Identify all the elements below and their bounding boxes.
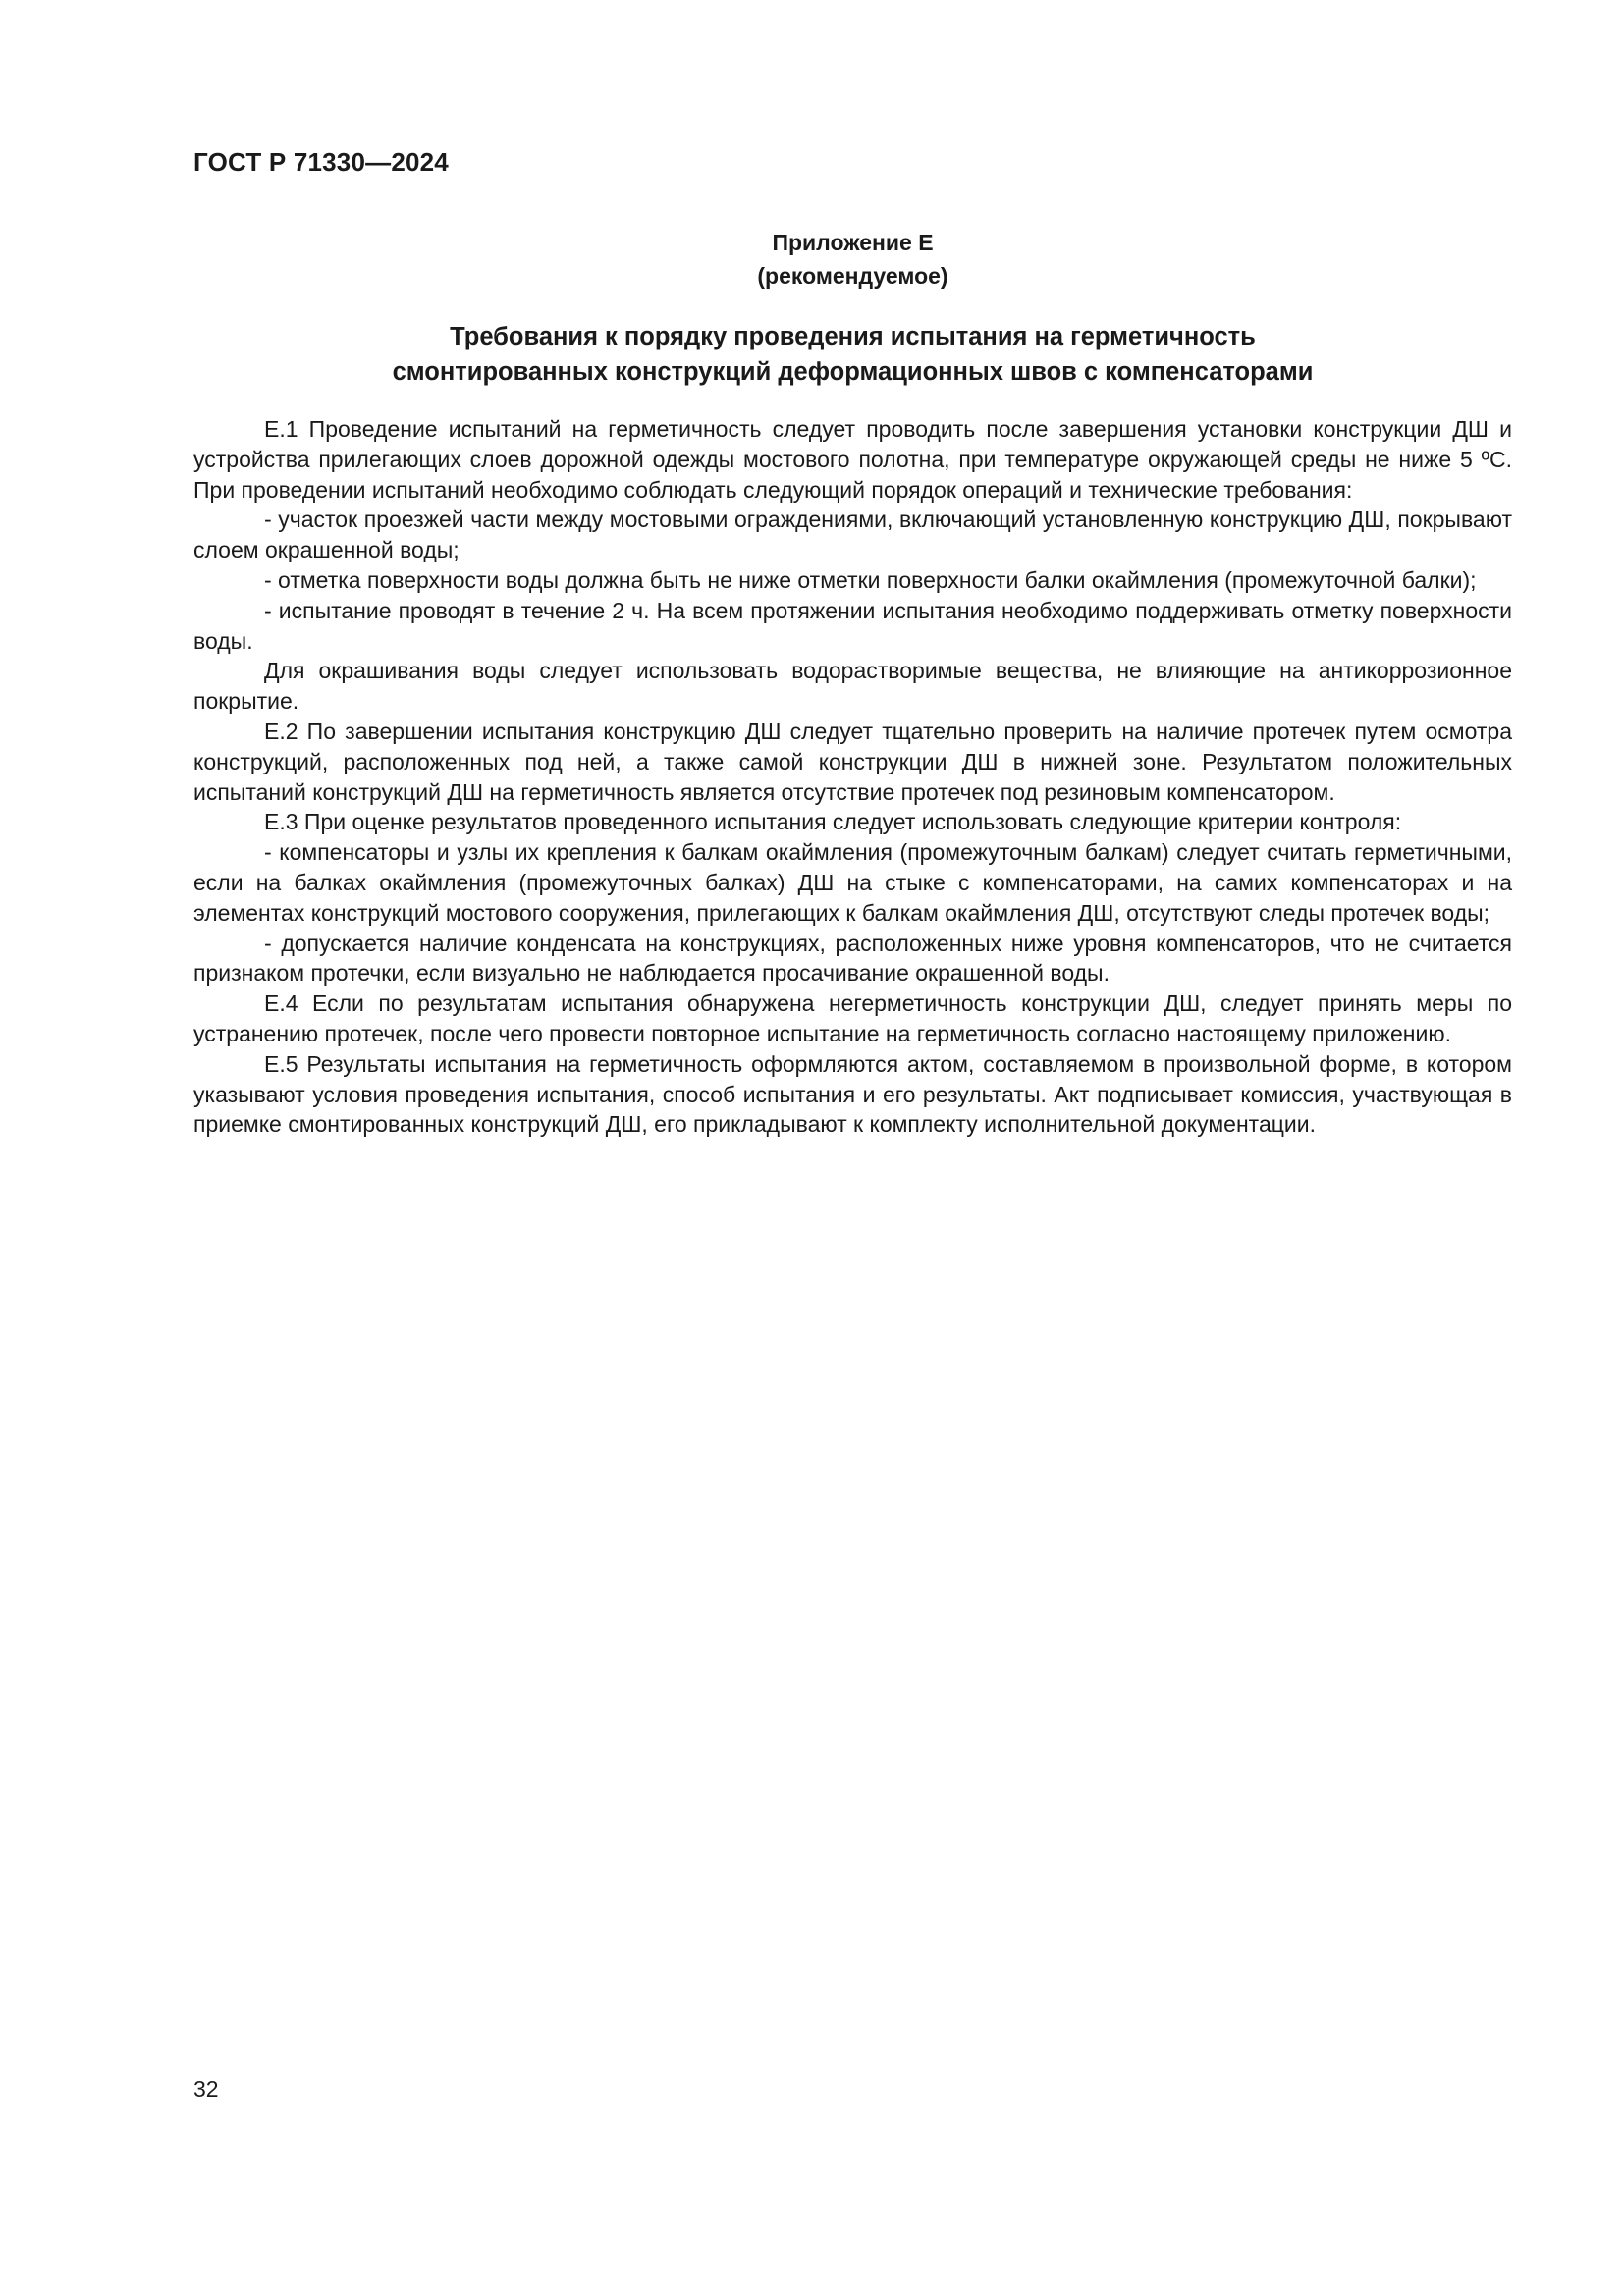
appendix-status: (рекомендуемое) [757, 263, 948, 289]
appendix-label: Приложение Е [772, 230, 934, 255]
list-item: - допускается наличие конденсата на конструкциях, расположенных ниже уровня компенсаторов, что не считается признаком протечки, если визуально не наблюдается просачивание окрашенной воды. [193, 930, 1512, 987]
paragraph-e1: Е.1 Проведение испытаний на герметичность следует проводить после завершения установки конструкции ДШ и устройства прилегающих слоев дорожной одежды мостового полотна, при температуре окружающей среды не ниже 5 ºС. При проведении испытаний необходимо соблюдать следующий порядок операций и технические требования: [193, 416, 1512, 503]
page-number: 32 [193, 2076, 219, 2102]
paragraph-coloring: Для окрашивания воды следует использовать водорастворимые вещества, не влияющие на антикоррозионное покрытие. [193, 658, 1512, 715]
section-title-line-2: смонтированных конструкций деформационных швов с компенсаторами [392, 358, 1314, 386]
list-item: - компенсаторы и узлы их крепления к балкам окаймления (промежуточным балкам) следует считать герметичными, если на балках окаймления (промежуточных балках) ДШ на стыке с компенсаторами, на самих компенсаторах и на элементах конструкций мостового сооружения, прилегающих к балкам окаймления ДШ, отсутствуют следы протечек воды; [193, 839, 1512, 926]
paragraph-e5: Е.5 Результаты испытания на герметичность оформляются актом, составляемом в произвольной форме, в котором указывают условия проведения испытания, способ испытания и его результаты. Акт подписывает комиссия, участвующая в приемке смонтированных конструкций ДШ, его прикладывают к комплекту исполнительной документации. [193, 1050, 1512, 1138]
section-title [193, 319, 1512, 390]
paragraph-e2: Е.2 По завершении испытания конструкцию ДШ следует тщательно проверить на наличие протечек путем осмотра конструкций, расположенных под ней, а также самой конструкции ДШ в нижней зоне. Результатом положительных испытаний конструкций ДШ на герметичность является отсутствие протечек под резиновым компенсатором. [193, 718, 1512, 805]
paragraph-e4: Е.4 Если по результатам испытания обнаружена негерметичность конструкции ДШ, следует принять меры по устранению протечек, после чего провести повторное испытание на герметичность согласно настоящему приложению. [193, 990, 1512, 1046]
document-code: ГОСТ Р 71330—2024 [193, 147, 449, 177]
list-item: - испытание проводят в течение 2 ч. На всем протяжении испытания необходимо поддерживать отметку поверхности воды. [193, 597, 1512, 654]
body-text [193, 414, 1512, 1140]
section-title-line-1: Требования к порядку проведения испытания на герметичность [450, 323, 1256, 350]
paragraph-e3: Е.3 При оценке результатов проведенного испытания следует использовать следующие критерии контроля: [264, 809, 1402, 835]
appendix-heading [193, 226, 1512, 293]
list-item: - участок проезжей части между мостовыми ограждениями, включающий установленную конструкцию ДШ, покрывают слоем окрашенной воды; [193, 507, 1512, 563]
list-item: - отметка поверхности воды должна быть не ниже отметки поверхности балки окаймления (промежуточной балки); [264, 566, 1477, 593]
